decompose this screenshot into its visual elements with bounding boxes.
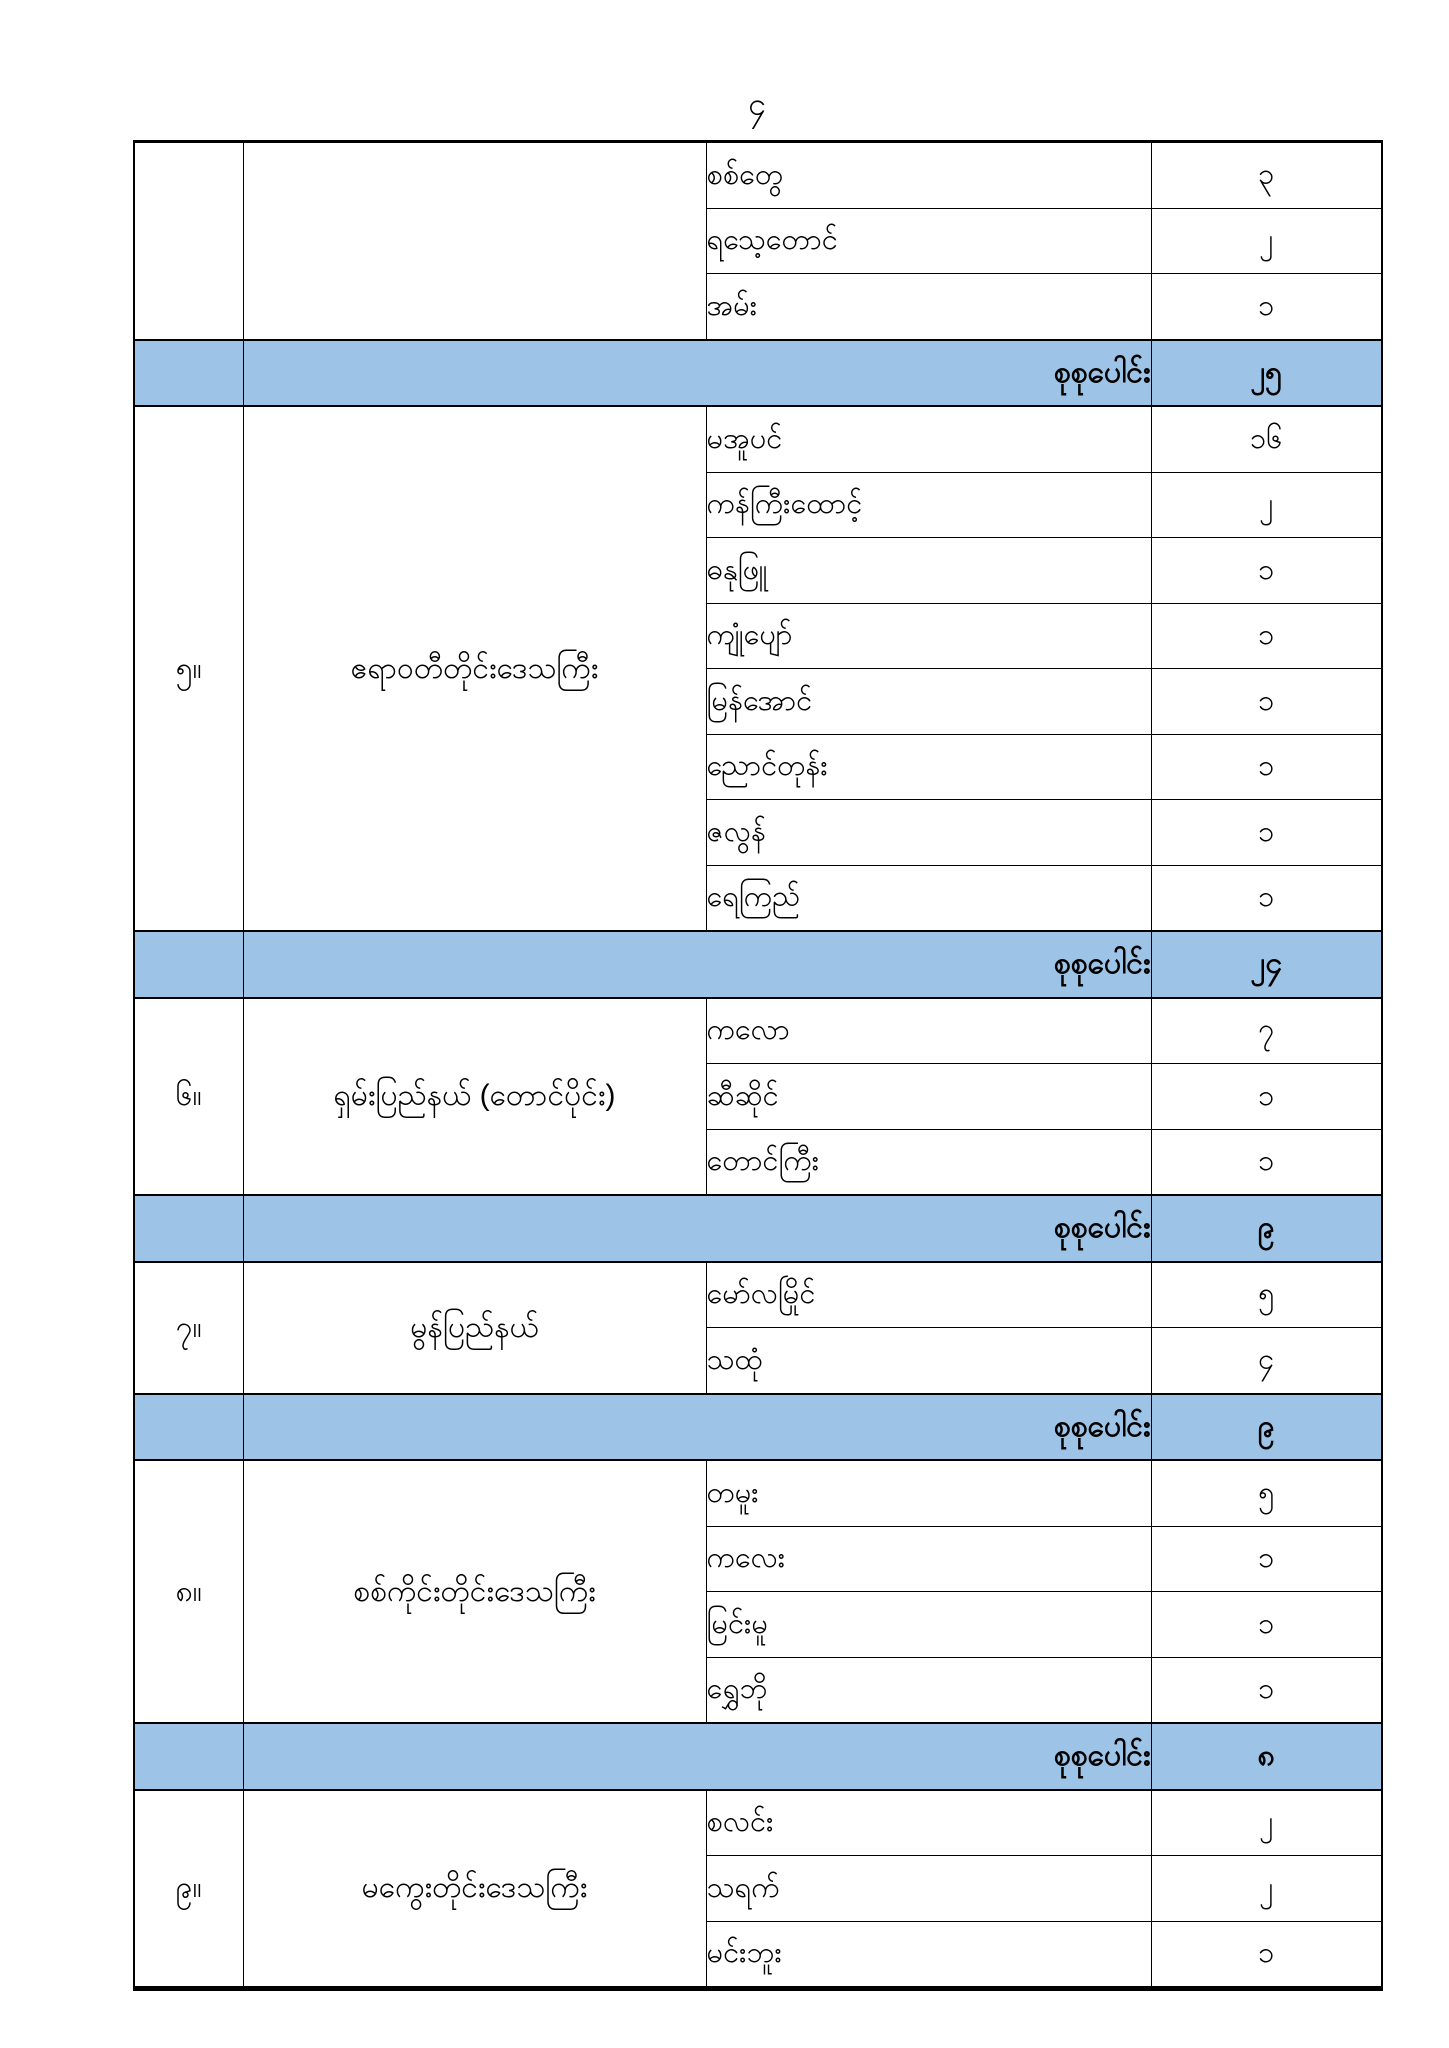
count-cell: ၂ [1151, 472, 1382, 538]
total-spacer-cell [134, 931, 243, 998]
count-cell: ၂ [1151, 1790, 1382, 1856]
count-cell: ၁ [1151, 1921, 1382, 1989]
total-row [134, 1195, 1382, 1262]
township-cell: ဇလွန် [706, 800, 1151, 866]
total-row [134, 931, 1382, 998]
township-cell: ကျုံပျော် [706, 603, 1151, 669]
serial-cell: ၆။ [134, 998, 243, 1196]
township-cell: ရသေ့တောင် [706, 208, 1151, 274]
count-cell: ၁ [1151, 538, 1382, 604]
page-number: ၄ [748, 86, 766, 122]
region-cell: စစ်ကိုင်းတိုင်းဒေသကြီး [243, 1460, 706, 1723]
township-cell: သထုံ [706, 1328, 1151, 1394]
table-row [134, 142, 1382, 209]
serial-cell [134, 142, 243, 340]
township-cell: ကလေး [706, 1526, 1151, 1592]
region-cell: ဧရာဝတီတိုင်းဒေသကြီး [243, 406, 706, 931]
total-row [134, 1394, 1382, 1461]
total-spacer-cell [134, 1195, 243, 1262]
township-cell: စလင်း [706, 1790, 1151, 1856]
table-row [134, 1262, 1382, 1328]
count-cell: ၅ [1151, 1262, 1382, 1328]
township-cell: ကန်ကြီးထောင့် [706, 472, 1151, 538]
count-cell: ၁ [1151, 800, 1382, 866]
total-value-cell: ၂၅ [1151, 340, 1382, 407]
serial-cell: ၇။ [134, 1262, 243, 1394]
count-cell: ၁ [1151, 669, 1382, 735]
total-spacer-cell [134, 340, 243, 407]
total-label-cell: စုစုပေါင်း [243, 1394, 1151, 1461]
table-row [134, 998, 1382, 1064]
township-cell: မင်းဘူး [706, 1921, 1151, 1989]
count-cell: ၁ [1151, 1129, 1382, 1195]
count-cell: ၁ [1151, 1526, 1382, 1592]
count-cell: ၄ [1151, 1328, 1382, 1394]
table-row [134, 1790, 1382, 1856]
township-cell: မအူပင် [706, 406, 1151, 472]
total-value-cell: ၉ [1151, 1195, 1382, 1262]
count-cell: ၁ [1151, 603, 1382, 669]
serial-cell: ၈။ [134, 1460, 243, 1723]
count-cell: ၁ [1151, 734, 1382, 800]
township-cell: မြန်အောင် [706, 669, 1151, 735]
region-cell: မွန်ပြည်နယ် [243, 1262, 706, 1394]
township-cell: သရက် [706, 1856, 1151, 1922]
serial-cell: ၅။ [134, 406, 243, 931]
township-cell: ကလော [706, 998, 1151, 1064]
count-cell: ၂ [1151, 1856, 1382, 1922]
total-label-cell: စုစုပေါင်း [243, 1195, 1151, 1262]
count-cell: ၂ [1151, 208, 1382, 274]
region-cell: ရှမ်းပြည်နယ် (တောင်ပိုင်း) [243, 998, 706, 1196]
township-cell: တမူး [706, 1460, 1151, 1526]
count-cell: ၁၆ [1151, 406, 1382, 472]
township-cell: မော်လမြိုင် [706, 1262, 1151, 1328]
township-cell: ဓနုဖြူ [706, 538, 1151, 604]
total-row [134, 1723, 1382, 1790]
township-cell: အမ်း [706, 274, 1151, 340]
count-cell: ၃ [1151, 142, 1382, 209]
township-cell: စစ်တွေ [706, 142, 1151, 209]
count-cell: ၁ [1151, 865, 1382, 931]
table-row [134, 406, 1382, 472]
region-cell [243, 142, 706, 340]
total-label-cell: စုစုပေါင်း [243, 931, 1151, 998]
count-cell: ၁ [1151, 274, 1382, 340]
township-cell: တောင်ကြီး [706, 1129, 1151, 1195]
total-row [134, 340, 1382, 407]
count-cell: ၁ [1151, 1592, 1382, 1658]
total-label-cell: စုစုပေါင်း [243, 340, 1151, 407]
count-cell: ၁ [1151, 1657, 1382, 1723]
total-label-cell: စုစုပေါင်း [243, 1723, 1151, 1790]
total-value-cell: ၂၄ [1151, 931, 1382, 998]
township-cell: ညောင်တုန်း [706, 734, 1151, 800]
total-spacer-cell [134, 1394, 243, 1461]
total-value-cell: ၈ [1151, 1723, 1382, 1790]
document-table [133, 140, 1383, 1991]
township-cell: ရွှေဘို [706, 1657, 1151, 1723]
count-cell: ၁ [1151, 1064, 1382, 1130]
count-cell: ၇ [1151, 998, 1382, 1064]
total-spacer-cell [134, 1723, 243, 1790]
township-cell: ဆီဆိုင် [706, 1064, 1151, 1130]
serial-cell: ၉။ [134, 1790, 243, 1989]
table-row [134, 1460, 1382, 1526]
region-cell: မကွေးတိုင်းဒေသကြီး [243, 1790, 706, 1989]
table-body [134, 142, 1382, 1989]
total-value-cell: ၉ [1151, 1394, 1382, 1461]
township-cell: မြင်းမူ [706, 1592, 1151, 1658]
township-cell: ရေကြည် [706, 865, 1151, 931]
count-cell: ၅ [1151, 1460, 1382, 1526]
